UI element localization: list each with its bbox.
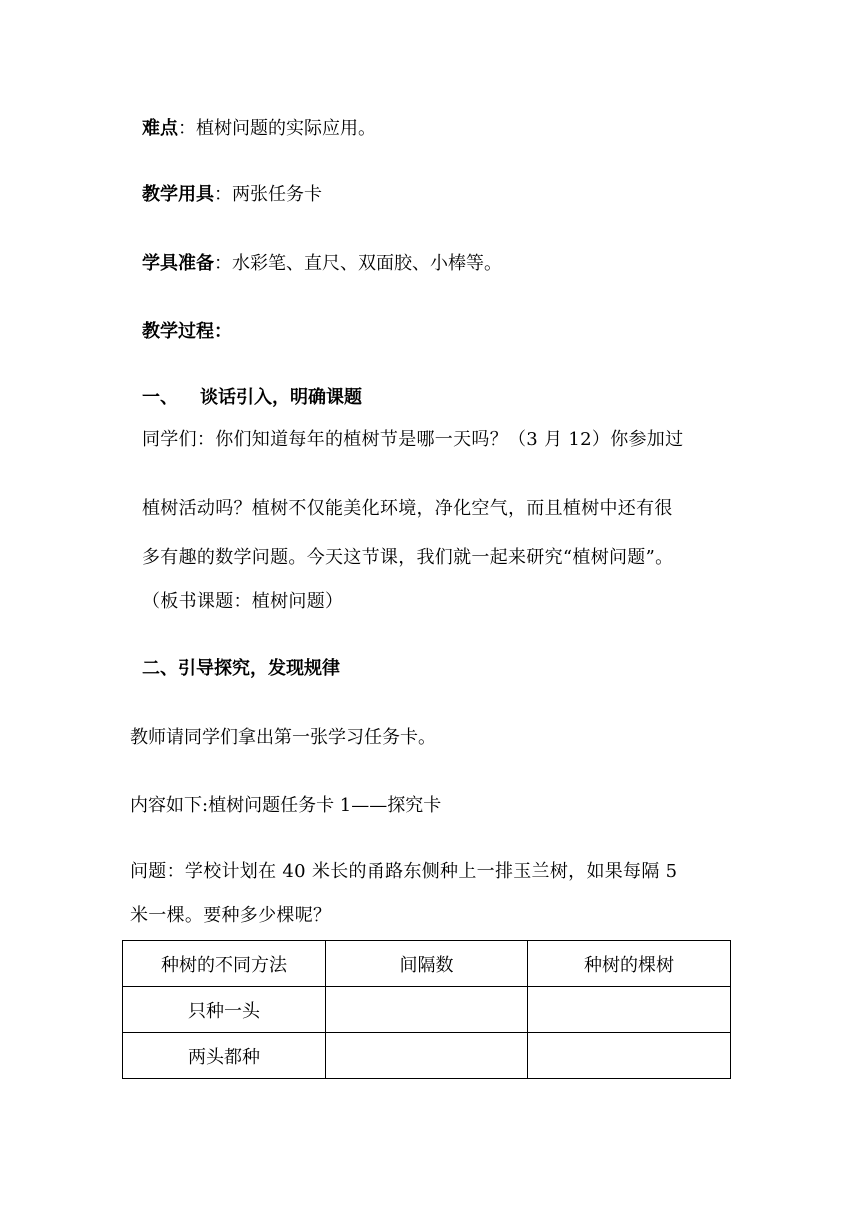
- section1-title: 谈话引入，明确课题: [200, 387, 362, 408]
- table-header-cell: 间隔数: [326, 941, 528, 987]
- section2-heading: 二、引导探究，发现规律: [142, 658, 340, 679]
- table-cell: 只种一头: [123, 987, 326, 1033]
- difficulty-label: 难点: [142, 118, 178, 139]
- section1-number: 一、: [142, 387, 178, 408]
- problem-line2: 米一棵。要种多少棵呢？: [130, 905, 332, 926]
- problem-line1: 问题：学校计划在 40 米长的甬路东侧种上一排玉兰树，如果每隔 5: [130, 861, 678, 882]
- card-content: 内容如下:植树问题任务卡 1——探究卡: [130, 795, 442, 816]
- table-cell: 两头都种: [123, 1033, 326, 1079]
- table-header-row: [123, 941, 731, 987]
- section1-paragraph-line3: 多有趣的数学问题。今天这节课，我们就一起来研究“植树问题”。: [142, 547, 674, 568]
- section1-paragraph-line2: 植树活动吗？植树不仅能美化环境，净化空气，而且植树中还有很: [142, 498, 673, 519]
- teaching-tools-text: ：两张任务卡: [214, 184, 322, 205]
- task-table: [122, 940, 731, 1079]
- table-row: [123, 987, 731, 1033]
- section1-heading: [142, 386, 362, 410]
- student-tools-label: 学具准备: [142, 253, 214, 274]
- section1-paragraph-line1: 同学们：你们知道每年的植树节是哪一天吗？（3 月 12）你参加过: [142, 429, 684, 450]
- table-row: [123, 1033, 731, 1079]
- table-header-cell: 种树的不同方法: [123, 941, 326, 987]
- student-tools-text: ：水彩笔、直尺、双面胶、小棒等。: [214, 253, 502, 274]
- table-cell[interactable]: [528, 1033, 731, 1079]
- difficulty-line: [142, 117, 376, 141]
- difficulty-text: ：植树问题的实际应用。: [178, 118, 376, 139]
- table-cell[interactable]: [528, 987, 731, 1033]
- table-cell[interactable]: [326, 987, 528, 1033]
- table-header-cell: 种树的棵树: [528, 941, 731, 987]
- table-cell[interactable]: [326, 1033, 528, 1079]
- teaching-tools-line: [142, 183, 322, 207]
- student-tools-line: [142, 252, 502, 276]
- process-heading: 教学过程：: [142, 321, 232, 342]
- section1-paragraph-line4: （板书课题：植树问题）: [142, 591, 344, 612]
- teacher-instruction: 教师请同学们拿出第一张学习任务卡。: [130, 727, 436, 748]
- teaching-tools-label: 教学用具: [142, 184, 214, 205]
